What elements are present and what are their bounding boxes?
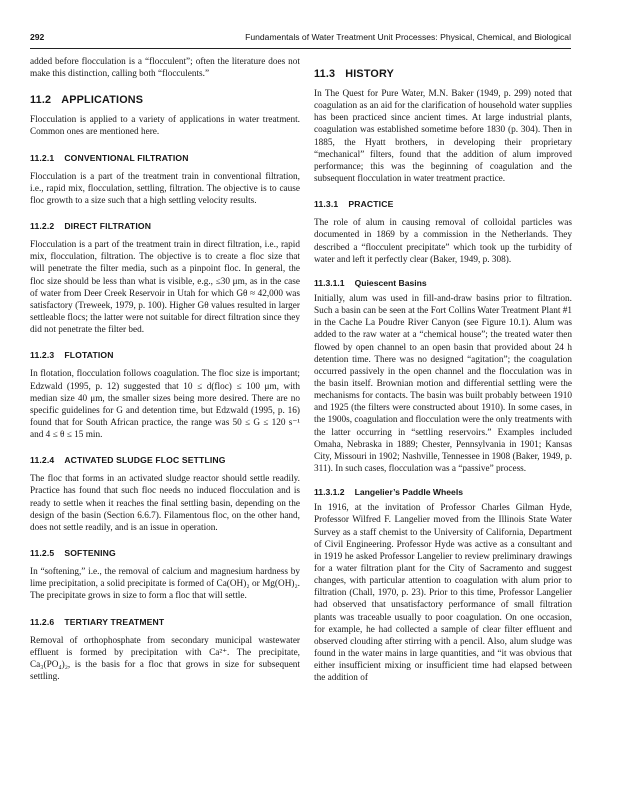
subsection-heading-11-2-6 bbox=[30, 617, 300, 627]
subsection-number: 11.2.5 bbox=[30, 548, 55, 559]
subsection-body-11-3-1: The role of alum in causing removal of colloidal particles was documented in 1869 by a commission in the Netherlands. They described a “flocculent precipitate” which took up the turbidity of water and left it perfectly clear (Baker, 1949, p. 308). bbox=[314, 218, 572, 265]
running-header bbox=[30, 32, 571, 46]
section-body-11-2: Flocculation is applied to a variety of applications in water treatment. Common ones are mentioned here. bbox=[30, 115, 300, 138]
subsection-heading-11-2-2 bbox=[30, 221, 300, 231]
subsection-body-11-2-3: In flotation, flocculation follows coagulation. The floc size is important; Edzwald (1995, p. 12) suggested that 10 ≤ d(floc) ≤ 100 μm, with median size 40 μm, the smaller sizes being more desired. There are no specific guidelines for G and detention time, but Edzwald (1995, p. 16) found that for South African practice, the range was 50 ≤ G ≤ 120 s⁻¹ and 4 ≤ θ ≤ 15 min. bbox=[30, 369, 300, 441]
subsubsection-body-11-3-1-1: Initially, alum was used in fill-and-draw basins prior to filtration. Such a basin can be seen at the Fort Collins Water Treatment Plant #1 in the Cache La Poudre River Canyon (see Figure 10.1). Alum was added to the raw water at a “chemical house”; the treated water then flowed by open channel to an open basin that provided about 24 h detention time. There was no designed “agitation”; the coagulation occurred passively in the open channel and the flocculation was in the basin itself. Brownian motion and differential settling were the mechanisms for contacts. The basin was built probably between 1910 and 1925 (the filters were constructed about 1910). In some cases, in the 1900s, coagulation and flocculation were the only treatments with the latter occurring in “settling reservoirs.” Examples included Omaha, Nebraska in 1889; Chester, Pennsylvania in 1901; Kansas City, Missouri in 1902; Nashville, Tennessee in 1908 (Baker, 1949, p. 311). In such cases, flocculation was a “passive” process. bbox=[314, 293, 572, 475]
subsection-title: SOFTENING bbox=[64, 548, 116, 559]
section-body-11-3: In The Quest for Pure Water, M.N. Baker (1949, p. 299) noted that coagulation as an aid for the clarification of household water supplies has been practiced since ancient times. At large industrial plants, coagulation was established sometime before 1830 (p. 304). Then in 1885, the Hyatt brothers, in developing their proprietary “mechanical” filters, found that the addition of alum improved performance; this was the beginning of coagulation and the subsequent flocculation in water treatment practice. bbox=[314, 89, 572, 185]
subsection-body-11-2-1: Flocculation is a part of the treatment train in conventional filtration, i.e., rapid mix, flocculation, settling, filtration. The objective is to cause floc growth to a size such that a high settling velocity results. bbox=[30, 171, 300, 206]
subsection-heading-11-2-1 bbox=[30, 153, 300, 163]
header-rule bbox=[30, 48, 571, 49]
subsubsection-heading-11-3-1-1 bbox=[314, 278, 572, 288]
subsection-title: CONVENTIONAL FILTRATION bbox=[64, 152, 189, 163]
section-title: HISTORY bbox=[345, 68, 395, 80]
subsubsection-title: Langelier’s Paddle Wheels bbox=[354, 487, 464, 498]
section-heading-11-3 bbox=[314, 68, 572, 80]
subsection-heading-11-3-1 bbox=[314, 199, 572, 209]
subsection-body-11-2-5: In “softening,” i.e., the removal of calcium and magnesium hardness by lime precipitation, a solid precipitate is formed of Ca(OH)₂ or Mg(OH)₂. The precipitate grows in size to form a floc that will settle. bbox=[30, 567, 300, 602]
subsection-number: 11.2.4 bbox=[30, 455, 55, 466]
subsection-number: 11.2.1 bbox=[30, 152, 55, 163]
page-number: 292 bbox=[30, 32, 45, 42]
subsection-body-11-2-4: The floc that forms in an activated sludge reactor should settle readily. Practice has found that such floc needs no induced flocculation and is ready to settle when it reaches the final settling basin, depending on the design of the basin (Section 6.6.7). Filamentous floc, on the other hand, does not settle readily, and is an issue in operation. bbox=[30, 474, 300, 533]
subsection-heading-11-2-3 bbox=[30, 350, 300, 360]
subsubsection-number: 11.3.1.2 bbox=[314, 487, 345, 498]
subsection-number: 11.2.3 bbox=[30, 350, 55, 361]
subsection-title: TERTIARY TREATMENT bbox=[64, 616, 165, 627]
subsubsection-body-11-3-1-2: In 1916, at the invitation of Professor Charles Gilman Hyde, Professor Wilfred F. Langelier moved from the Illinois State Water Survey as a staff chemist to the University of California, Department of Civil Engineering. Professor Hyde was active as a consultant and in 1919 he asked Professor Langelier to review preliminary drawings for a water filtration plant for the City of Sacramento and suggest changes, with particular attention to coagulation with alum prior to filtration (Chall, 1970, p. 23). Prior to this time, Professor Langelier had observed that unsatisfactory performance of small filtration plants was traceable usually to poor coagulation. On one occasion, for example, he had collected a sample of clear filter effluent and observed clouding after stirring with a pencil. Also, alum sludge was found in the water mains in large quantities, and “it was obvious that either insufficient mixing or insufficient time had elapsed between the addition of bbox=[314, 503, 572, 684]
section-number: 11.2 bbox=[30, 94, 52, 107]
subsection-title: ACTIVATED SLUDGE FLOC SETTLING bbox=[64, 455, 226, 466]
subsection-number: 11.3.1 bbox=[314, 199, 339, 210]
section-heading-11-2 bbox=[30, 94, 300, 106]
section-title: APPLICATIONS bbox=[61, 94, 144, 107]
intro-paragraph: added before flocculation is a “flocculent”; often the literature does not make this distinction, calling both “flocculents.” bbox=[30, 57, 300, 80]
running-title: Fundamentals of Water Treatment Unit Processes: Physical, Chemical, and Biological bbox=[245, 32, 571, 42]
section-number: 11.3 bbox=[314, 68, 336, 80]
subsubsection-number: 11.3.1.1 bbox=[314, 277, 345, 288]
subsubsection-title: Quiescent Basins bbox=[354, 277, 427, 288]
left-column bbox=[30, 56, 300, 683]
right-column bbox=[314, 56, 572, 685]
subsection-body-11-2-2: Flocculation is a part of the treatment train in direct filtration, i.e., rapid mix, flocculation, filtration. The objective is to create a floc size that will penetrate the filter media, such as a pinpoint floc. In general, the floc size should be less than what is visible, e.g., ≤30 μm, as in the case of water from Deer Creek Reservoir in Utah for which Gθ ≈ 42,000 was satisfactory (Treweek, 1979, p. 100). Higher Gθ values resulted in larger settleable flocs; the latter were not suitable for direct filtration since they did not penetrate the filter bed. bbox=[30, 240, 300, 336]
subsection-number: 11.2.6 bbox=[30, 616, 55, 627]
subsection-heading-11-2-5 bbox=[30, 548, 300, 558]
subsection-title: PRACTICE bbox=[348, 199, 394, 210]
subsection-number: 11.2.2 bbox=[30, 221, 55, 232]
subsubsection-heading-11-3-1-2 bbox=[314, 487, 572, 497]
subsection-heading-11-2-4 bbox=[30, 455, 300, 465]
subsection-title: DIRECT FILTRATION bbox=[64, 221, 152, 232]
subsection-title: FLOTATION bbox=[64, 350, 114, 361]
subsection-body-11-2-6: Removal of orthophosphate from secondary municipal wastewater effluent is formed by precipitation with Ca²⁺. The precipitate, Ca₃(PO₄)₂, is the basis for a floc that grows in size for subsequent settling. bbox=[30, 635, 300, 682]
